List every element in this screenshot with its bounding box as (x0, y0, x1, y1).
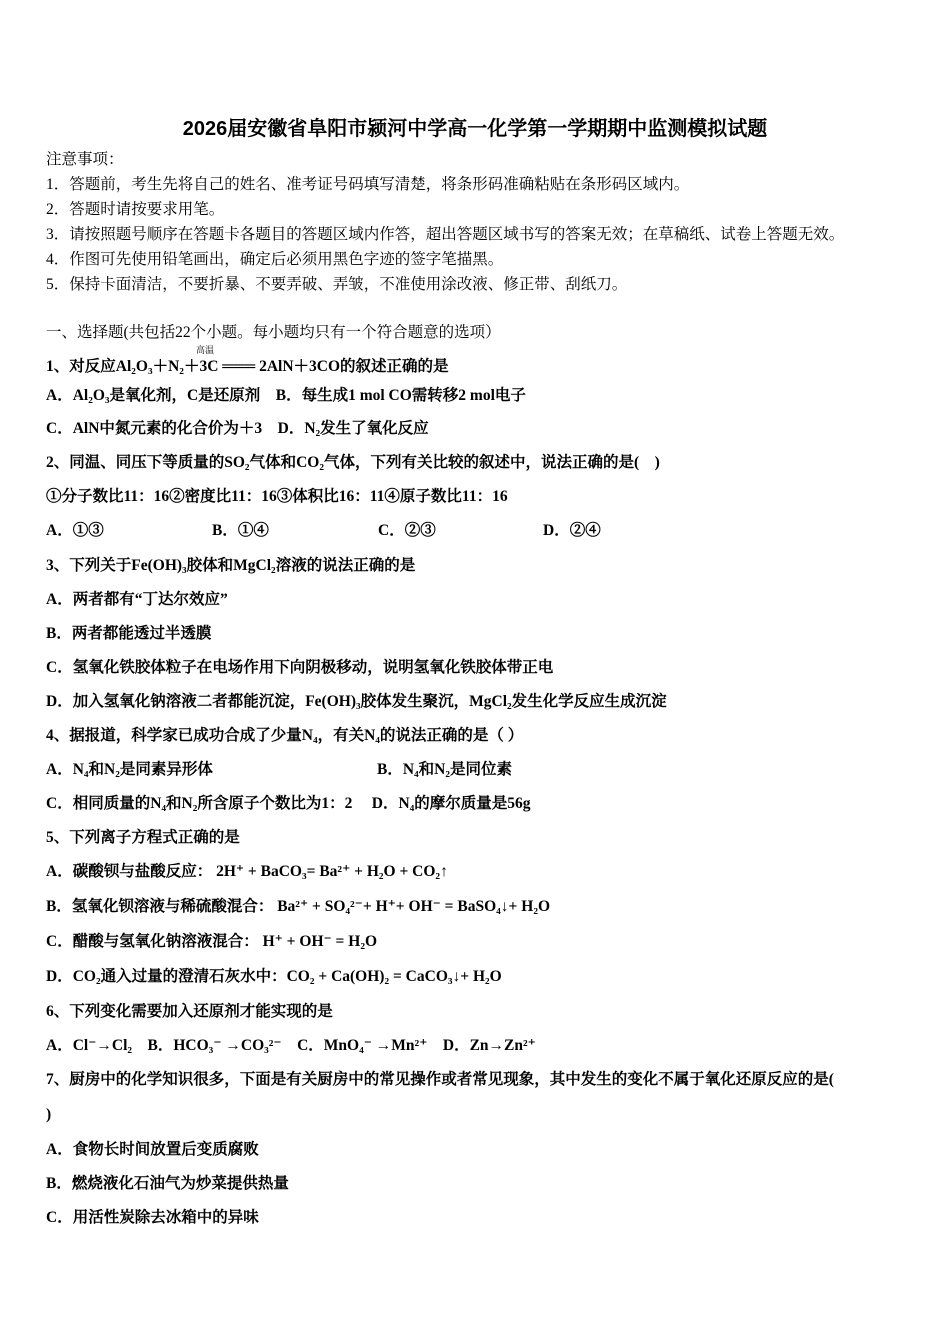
section-heading: 一、选择题(共包括22个小题。每小题均只有一个符合题意的选项） (46, 324, 501, 341)
option: C．氢氧化铁胶体粒子在电场作用下向阴极移动，说明氢氧化铁胶体带正电 (46, 659, 554, 676)
question-2-items: ①分子数比11：16②密度比11：16③体积比16：11④原子数比11：16 (46, 488, 508, 505)
option: B．氢氧化钡溶液与稀硫酸混合： Ba²⁺ + SO₄²⁻+ H⁺+ OH⁻ = BaSO₄↓+ H₂O (46, 898, 551, 915)
option: A．两者都有“丁达尔效应” (46, 591, 228, 608)
question-1-stem: 1、对反应Al₂O₃＋N₂＋3C ═══ 2AlN＋3CO的叙述正确的是 (46, 358, 449, 375)
question-5-stem: 5、下列离子方程式正确的是 (46, 829, 240, 846)
notice-item: 4．作图可先使用铅笔画出，确定后必须用黑色字迹的签字笔描黑。 (46, 251, 504, 268)
option: C．醋酸与氢氧化钠溶液混合： H⁺ + OH⁻ = H₂O (46, 933, 378, 950)
option: D．加入氢氧化钠溶液二者都能沉淀，Fe(OH)₃胶体发生聚沉，MgCl₂发生化学反应生成沉淀 (46, 693, 667, 710)
option: D．CO₂通入过量的澄清石灰水中：CO₂ + Ca(OH)₂ = CaCO₃↓+ H₂O (46, 968, 502, 985)
page-title: 2026届安徽省阜阳市颍河中学高一化学第一学期期中监测模拟试题 (182, 118, 768, 140)
question-6-stem: 6、下列变化需要加入还原剂才能实现的是 (46, 1003, 333, 1020)
option: B．两者都能透过半透膜 (46, 625, 212, 642)
option: A．碳酸钡与盐酸反应： 2H⁺ + BaCO₃= Ba²⁺ + H₂O + CO₂↑ (46, 863, 448, 880)
notice-heading: 注意事项： (46, 151, 124, 168)
option: B．N₄和N₂是同位素 (377, 761, 513, 778)
question-3-stem: 3、下列关于Fe(OH)₃胶体和MgCl₂溶液的说法正确的是 (46, 557, 416, 574)
question-6-options: A．Cl⁻→Cl₂ B．HCO₃⁻ →CO₃²⁻ C．MnO₄⁻ →Mn²⁺ D．Zn→Zn²⁺ (46, 1037, 536, 1054)
option: A．①③ (46, 522, 104, 539)
option: B．燃烧液化石油气为炒菜提供热量 (46, 1175, 289, 1192)
notice-item: 3．请按照题号顺序在答题卡各题目的答题区域内作答，超出答题区域书写的答案无效；在草稿纸、试卷上答题无效。 (46, 226, 845, 243)
option: D．②④ (543, 522, 601, 539)
question-4-options-cd: C．相同质量的N₄和N₂所含原子个数比为1：2 D．N₄的摩尔质量是56g (46, 795, 531, 812)
notice-item: 2．答题时请按要求用笔。 (46, 201, 225, 218)
question-7-stem-cont: ) (46, 1106, 52, 1123)
question-7-stem: 7、厨房中的化学知识很多，下面是有关厨房中的常见操作或者常见现象，其中发生的变化不属于氧化还原反应的是( (46, 1071, 834, 1088)
notice-item: 5．保持卡面清洁，不要折暴、不要弄破、弄皱，不准使用涂改液、修正带、刮纸刀。 (46, 276, 628, 293)
question-1-options-ab: A．Al₂O₃是氧化剂，C是还原剂 B．每生成1 mol CO需转移2 mol电子 (46, 387, 526, 404)
option: C．用活性炭除去冰箱中的异味 (46, 1209, 259, 1226)
option: C．②③ (378, 522, 436, 539)
question-1-options-cd: C．AlN中氮元素的化合价为＋3 D．N₂发生了氧化反应 (46, 420, 429, 437)
option: A．食物长时间放置后变质腐败 (46, 1141, 259, 1158)
notice-item: 1．答题前，考生先将自己的姓名、准考证号码填写清楚，将条形码准确粘贴在条形码区域内。 (46, 176, 690, 193)
question-4-stem: 4、据报道，科学家已成功合成了少量N₄，有关N₄的说法正确的是（ ） (46, 727, 524, 744)
option: B．①④ (212, 522, 269, 539)
option: A．N₄和N₂是同素异形体 (46, 761, 213, 778)
question-2-stem: 2、同温、同压下等质量的SO₂气体和CO₂气体，下列有关比较的叙述中，说法正确的是( ) (46, 454, 660, 471)
reaction-condition: 高温 (196, 345, 215, 355)
